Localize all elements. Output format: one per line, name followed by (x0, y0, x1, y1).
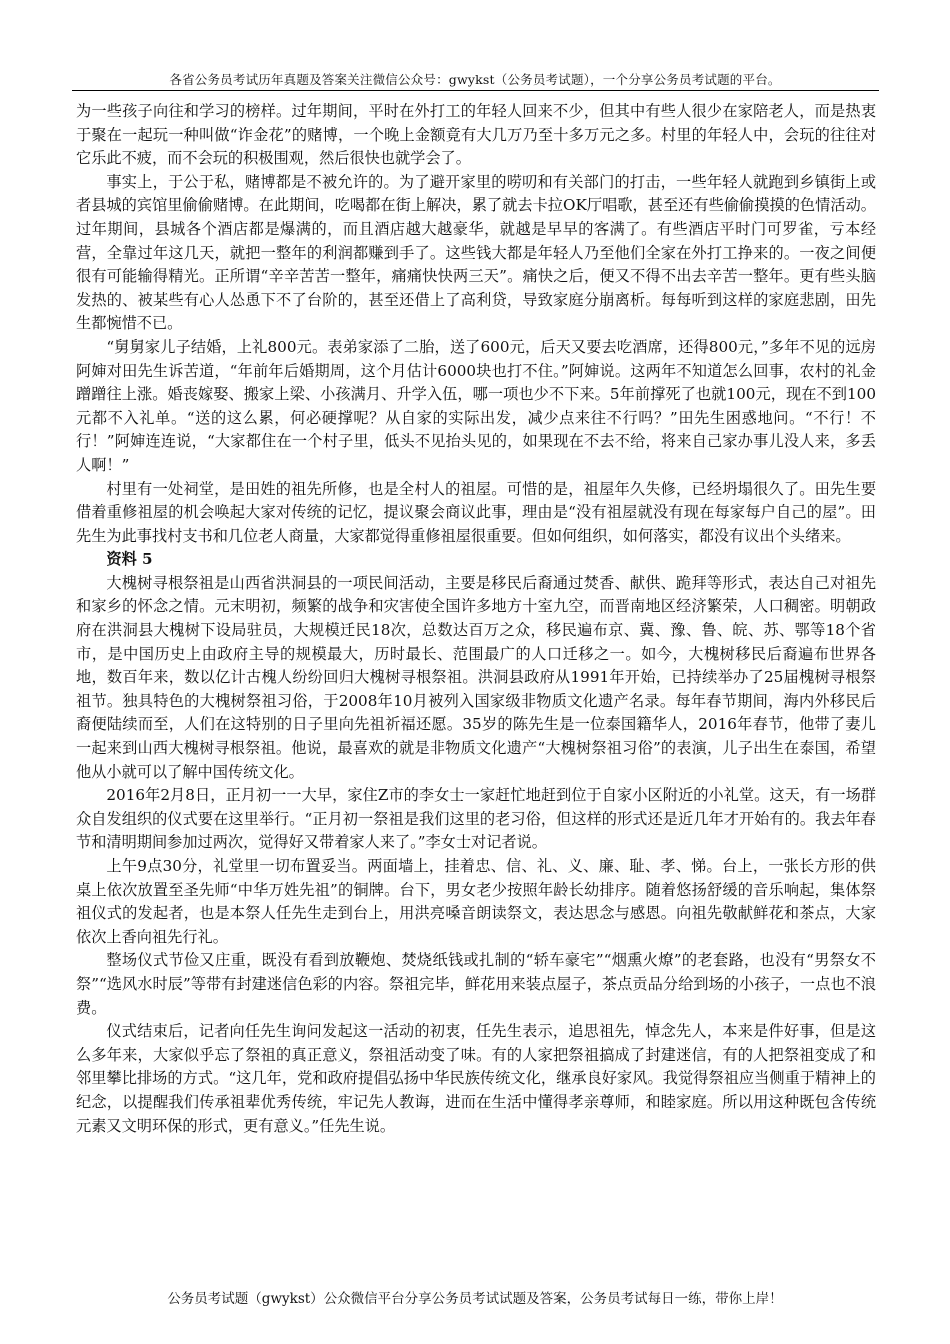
paragraph: “舅舅家儿子结婚，上礼800元。表弟家添了二胎，送了600元，后天又要去吃酒席，还得800元，”多年不见的远房阿婶对田先生诉苦道，“年前年后婚期周，这个月估计6000块也打不住。”阿婶说。这两年不知道怎么回事，农村的礼金蹭蹭往上涨。婚丧嫁娶、搬家上梁、小孩满月、升学入伍，哪一项也少不下来。5年前撑死了也就100元，现在不到100元都不入礼单。“送的这么累，何必硬撑呢？从自家的实际出发，减少点来往不行吗？”田先生困惑地问。“不行！不行！”阿婶连连说，“大家都住在一个村子里，低头不见抬头见的，如果现在不去不给，将来自己家办事儿没人来，多丢人啊！” (76, 337, 876, 474)
page-header: 各省公务员考试历年真题及答案关注微信公众号：gwykst（公务员考试题），一个分享公务员考试题的平台。 (169, 72, 781, 87)
paragraph: 村里有一处祠堂，是田姓的祖先所修，也是全村人的祖屋。可惜的是，祖屋年久失修，已经坍塌很久了。田先生要借着重修祖屋的机会唤起大家对传统的记忆，提议聚会商议此事，理由是“没有祖屋就没有现在每家每户自己的屋”。田先生为此事找村支书和几位老人商量，大家都觉得重修祖屋很重要。但如何组织，如何落实，都没有议出个头绪来。 (76, 479, 876, 545)
paragraph: 事实上，于公于私，赌博都是不被允许的。为了避开家里的唠叨和有关部门的打击，一些年轻人就跑到乡镇街上或者县城的宾馆里偷偷赌博。在此期间，吃喝都在街上解决，累了就去卡拉OK厅唱歌，甚至还有些偷偷摸摸的色情活动。过年期间，县城各个酒店都是爆满的，而且酒店越大越豪华，就越是早早的客满了。有些酒店平时门可罗雀，亏本经营，全靠过年这几天，就把一整年的利润都赚到手了。这些钱大都是年轻人乃至他们全家在外打工挣来的。一夜之间便很有可能输得精光。正所谓“辛辛苦苦一整年，痛痛快快两三天”。痛快之后，便又不得不出去辛苦一整年。更有些头脑发热的、被某些有心人怂恿下不了台阶的，甚至还借上了高利贷，导致家庭分崩离析。每每听到这样的家庭悲剧，田先生都惋惜不已。 (76, 172, 876, 333)
paragraph: 上午9点30分，礼堂里一切布置妥当。两面墙上，挂着忠、信、礼、义、廉、耻、孝、悌。台上，一张长方形的供桌上依次放置至圣先师“中华万姓先祖”的铜牌。台下，男女老少按照年龄长幼排序。随着悠扬舒缓的音乐响起，集体祭祖仪式的发起者，也是本祭人任先生走到台上，用洪亮嗓音朗读祭文，表达思念与感恩。向祖先敬献鲜花和茶点，大家依次上香向祖先行礼。 (76, 857, 876, 946)
paragraph: 2016年2月8日，正月初一一大早，家住Z市的李女士一家赶忙地赶到位于自家小区附近的小礼堂。这天，有一场群众自发组织的仪式要在这里举行。“正月初一祭祖是我们这里的老习俗，但这样的形式还是近几年才开始有的。我去年春节和清明期间参加过两次，觉得好又带着家人来了。”李女士对记者说。 (76, 786, 876, 852)
document-body (76, 100, 876, 1138)
paragraph: 大槐树寻根祭祖是山西省洪洞县的一项民间活动，主要是移民后裔通过焚香、献供、跪拜等形式，表达自己对祖先和家乡的怀念之情。元末明初，频繁的战争和灾害使全国许多地方十室九空，而晋南地区经济繁荣，人口稠密。明朝政府在洪洞县大槐树下设局驻员，大规模迁民18次，总数达百万之众，移民遍布京、冀、豫、鲁、皖、苏、鄂等18个省市，是中国历史上由政府主导的规模最大，历时最长、范围最广的人口迁移之一。如今，大槐树移民后裔遍布世界各地，数百年来，数以亿计古槐人纷纷回归大槐树寻根祭祖。洪洞县政府从1991年开始，已持续举办了25届槐树寻根祭祖节。独具特色的大槐树祭祖习俗，于2008年10月被列入国家级非物质文化遗产名录。每年春节期间，海内外移民后裔便陆续而至，人们在这特别的日子里向先祖祈福还愿。35岁的陈先生是一位泰国籍华人，2016年春节，他带了妻儿一起来到山西大槐树寻根祭祖。他说，最喜欢的就是非物质文化遗产“大槐树祭祖习俗”的表演，儿子出生在泰国，希望他从小就可以了解中国传统文化。 (76, 573, 876, 781)
paragraph: 仪式结束后，记者向任先生询问发起这一活动的初衷，任先生表示，追思祖先，悼念先人，本来是件好事，但是这么多年来，大家似乎忘了祭祖的真正意义，祭祖活动变了味。有的人家把祭祖搞成了封建迷信，有的人把祭祖变成了和邻里攀比排场的方式。“这几年，党和政府提倡弘扬中华民族传统文化，继承良好家风。我觉得祭祖应当侧重于精神上的纪念，以提醒我们传承祖辈优秀传统，牢记先人教诲，进而在生活中懂得孝亲尊师，和睦家庭。所以用这种既包含传统元素又文明环保的形式，更有意义。”任先生说。 (76, 1022, 876, 1135)
paragraph: 整场仪式节俭又庄重，既没有看到放鞭炮、焚烧纸钱或扎制的“轿车豪宅”“烟熏火燎”的老套路，也没有“男祭女不祭”“选风水时辰”等带有封建迷信色彩的内容。祭祖完毕，鲜花用来装点屋子，茶点贡品分给到场的小孩子，一点也不浪费。 (76, 951, 876, 1017)
section-title: 资料 5 (106, 550, 153, 569)
paragraph: 为一些孩子向往和学习的榜样。过年期间，平时在外打工的年轻人回来不少，但其中有些人很少在家陪老人，而是热衷于聚在一起玩一种叫做“诈金花”的赌博，一个晚上金额竟有大几万乃至十多万元之多。村里的年轻人中，会玩的往往对它乐此不疲，而不会玩的积极围观，然后很快也就学会了。 (76, 102, 876, 168)
page-footer: 公务员考试题（gwykst）公众微信平台分享公务员考试试题及答案，公务员考试每日一练，带你上岸！ (167, 1291, 783, 1307)
header-divider (72, 90, 879, 91)
